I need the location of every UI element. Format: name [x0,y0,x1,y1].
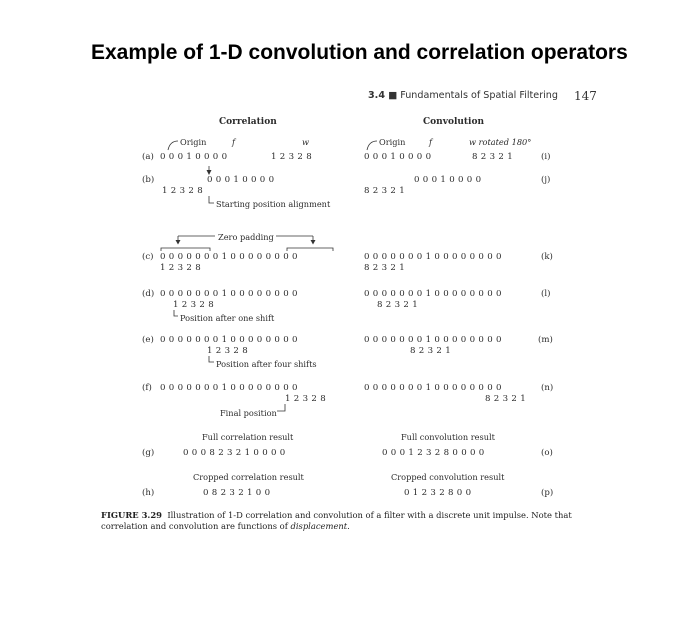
final-position-label: Final position [220,408,277,418]
row-letter-e: (e) [142,335,154,345]
full-correlation-result: 0 0 0 8 2 3 2 1 0 0 0 0 [183,448,286,458]
row-b-w-sequence: 1 2 3 2 8 [162,186,203,196]
row-letter-b: (b) [142,175,155,185]
caption-line2-prefix: correlation and convolution are functions of [101,521,291,531]
zero-padding-right-arrow-icon [311,240,316,245]
row-i-f-sequence: 0 0 0 1 0 0 0 0 [364,152,432,162]
one-shift-label: Position after one shift [180,313,275,323]
row-m-f-sequence: 0 0 0 0 0 0 0 1 0 0 0 0 0 0 0 0 [364,335,502,345]
row-letter-a: (a) [142,152,154,162]
origin-label-left: Origin [180,137,207,147]
row-letter-p: (p) [541,488,554,498]
row-c-w-sequence: 1 2 3 2 8 [160,263,201,273]
row-e-w-sequence: 1 2 3 2 8 [207,346,248,356]
f-label-left: f [232,137,236,147]
correlation-header: Correlation [219,117,277,127]
start-alignment-pointer-icon [209,196,214,203]
right-padding-bracket [287,248,333,251]
row-b-f-sequence: 0 0 0 1 0 0 0 0 [207,175,275,185]
cropped-correlation-result: 0 8 2 3 2 1 0 0 [203,488,271,498]
row-n-f-sequence: 0 0 0 0 0 0 0 1 0 0 0 0 0 0 0 0 [364,383,502,393]
left-padding-bracket [161,248,210,251]
row-letter-n: (n) [541,383,554,393]
row-letter-g: (g) [142,448,155,458]
row-e-f-sequence: 0 0 0 0 0 0 0 1 0 0 0 0 0 0 0 0 [160,335,298,345]
row-i-w-sequence: 8 2 3 2 1 [472,152,513,162]
row-m-w-sequence: 8 2 3 2 1 [410,346,451,356]
cropped-convolution-result: 0 1 2 3 2 8 0 0 [404,488,472,498]
cropped-correlation-label: Cropped correlation result [193,472,304,482]
zero-padding-left-arrow-icon [176,240,181,245]
row-letter-o: (o) [541,448,553,458]
final-position-pointer-icon [277,404,285,411]
one-shift-pointer-icon [174,310,178,316]
row-letter-h: (h) [142,488,155,498]
four-shifts-label: Position after four shifts [216,359,317,369]
cropped-convolution-label: Cropped convolution result [391,472,505,482]
row-letter-j: (j) [541,175,551,185]
row-n-w-sequence: 8 2 3 2 1 [485,394,526,404]
four-shifts-pointer-icon [209,356,214,362]
full-correlation-label: Full correlation result [202,432,294,442]
row-letter-c: (c) [142,252,154,262]
row-l-f-sequence: 0 0 0 0 0 0 0 1 0 0 0 0 0 0 0 0 [364,289,502,299]
origin-pointer-left-icon [168,141,178,150]
page-title: Example of 1-D convolution and correlation operators [91,41,628,64]
row-letter-l: (l) [541,289,551,299]
row-letter-k: (k) [541,252,553,262]
row-f-w-sequence: 1 2 3 2 8 [285,394,326,404]
row-k-f-sequence: 0 0 0 0 0 0 0 1 0 0 0 0 0 0 0 0 [364,252,502,262]
row-a-w-sequence: 1 2 3 2 8 [271,152,312,162]
row-d-w-sequence: 1 2 3 2 8 [173,300,214,310]
row-letter-m: (m) [538,335,553,345]
origin-label-right: Origin [379,137,406,147]
row-f-f-sequence: 0 0 0 0 0 0 0 1 0 0 0 0 0 0 0 0 [160,383,298,393]
full-convolution-label: Full convolution result [401,432,495,442]
zero-padding-label: Zero padding [218,232,274,242]
row-d-f-sequence: 0 0 0 0 0 0 0 1 0 0 0 0 0 0 0 0 [160,289,298,299]
down-arrow-icon [207,170,212,175]
caption-emphasis: displacement [290,521,348,531]
page-number: 147 [574,89,597,103]
row-j-w-sequence: 8 2 3 2 1 [364,186,405,196]
row-k-w-sequence: 8 2 3 2 1 [364,263,405,273]
chapter-title: Fundamentals of Spatial Filtering [400,90,558,101]
row-j-f-sequence: 0 0 0 1 0 0 0 0 [414,175,482,185]
start-alignment-label: Starting position alignment [216,199,331,209]
row-a-f-sequence: 0 0 0 1 0 0 0 0 [160,152,228,162]
w-label-left: w [302,137,310,147]
row-letter-d: (d) [142,289,155,299]
figure-label: FIGURE 3.29 [101,510,162,520]
caption-text: Illustration of 1-D correlation and convolution of a filter with a discrete unit impulse. Note that [167,510,572,520]
row-letter-f: (f) [142,383,152,393]
section-number: 3.4 [368,90,385,101]
w-rotated-label: w rotated 180° [469,137,532,147]
caption-line2-suffix: . [347,521,350,531]
full-convolution-result: 0 0 0 1 2 3 2 8 0 0 0 0 [382,448,485,458]
row-l-w-sequence: 8 2 3 2 1 [377,300,418,310]
square-bullet-icon: ■ [388,90,398,101]
row-c-f-sequence: 0 0 0 0 0 0 0 1 0 0 0 0 0 0 0 0 [160,252,298,262]
row-letter-i: (i) [541,152,551,162]
f-label-right: f [429,137,433,147]
origin-pointer-right-icon [367,141,377,150]
convolution-header: Convolution [423,117,485,127]
